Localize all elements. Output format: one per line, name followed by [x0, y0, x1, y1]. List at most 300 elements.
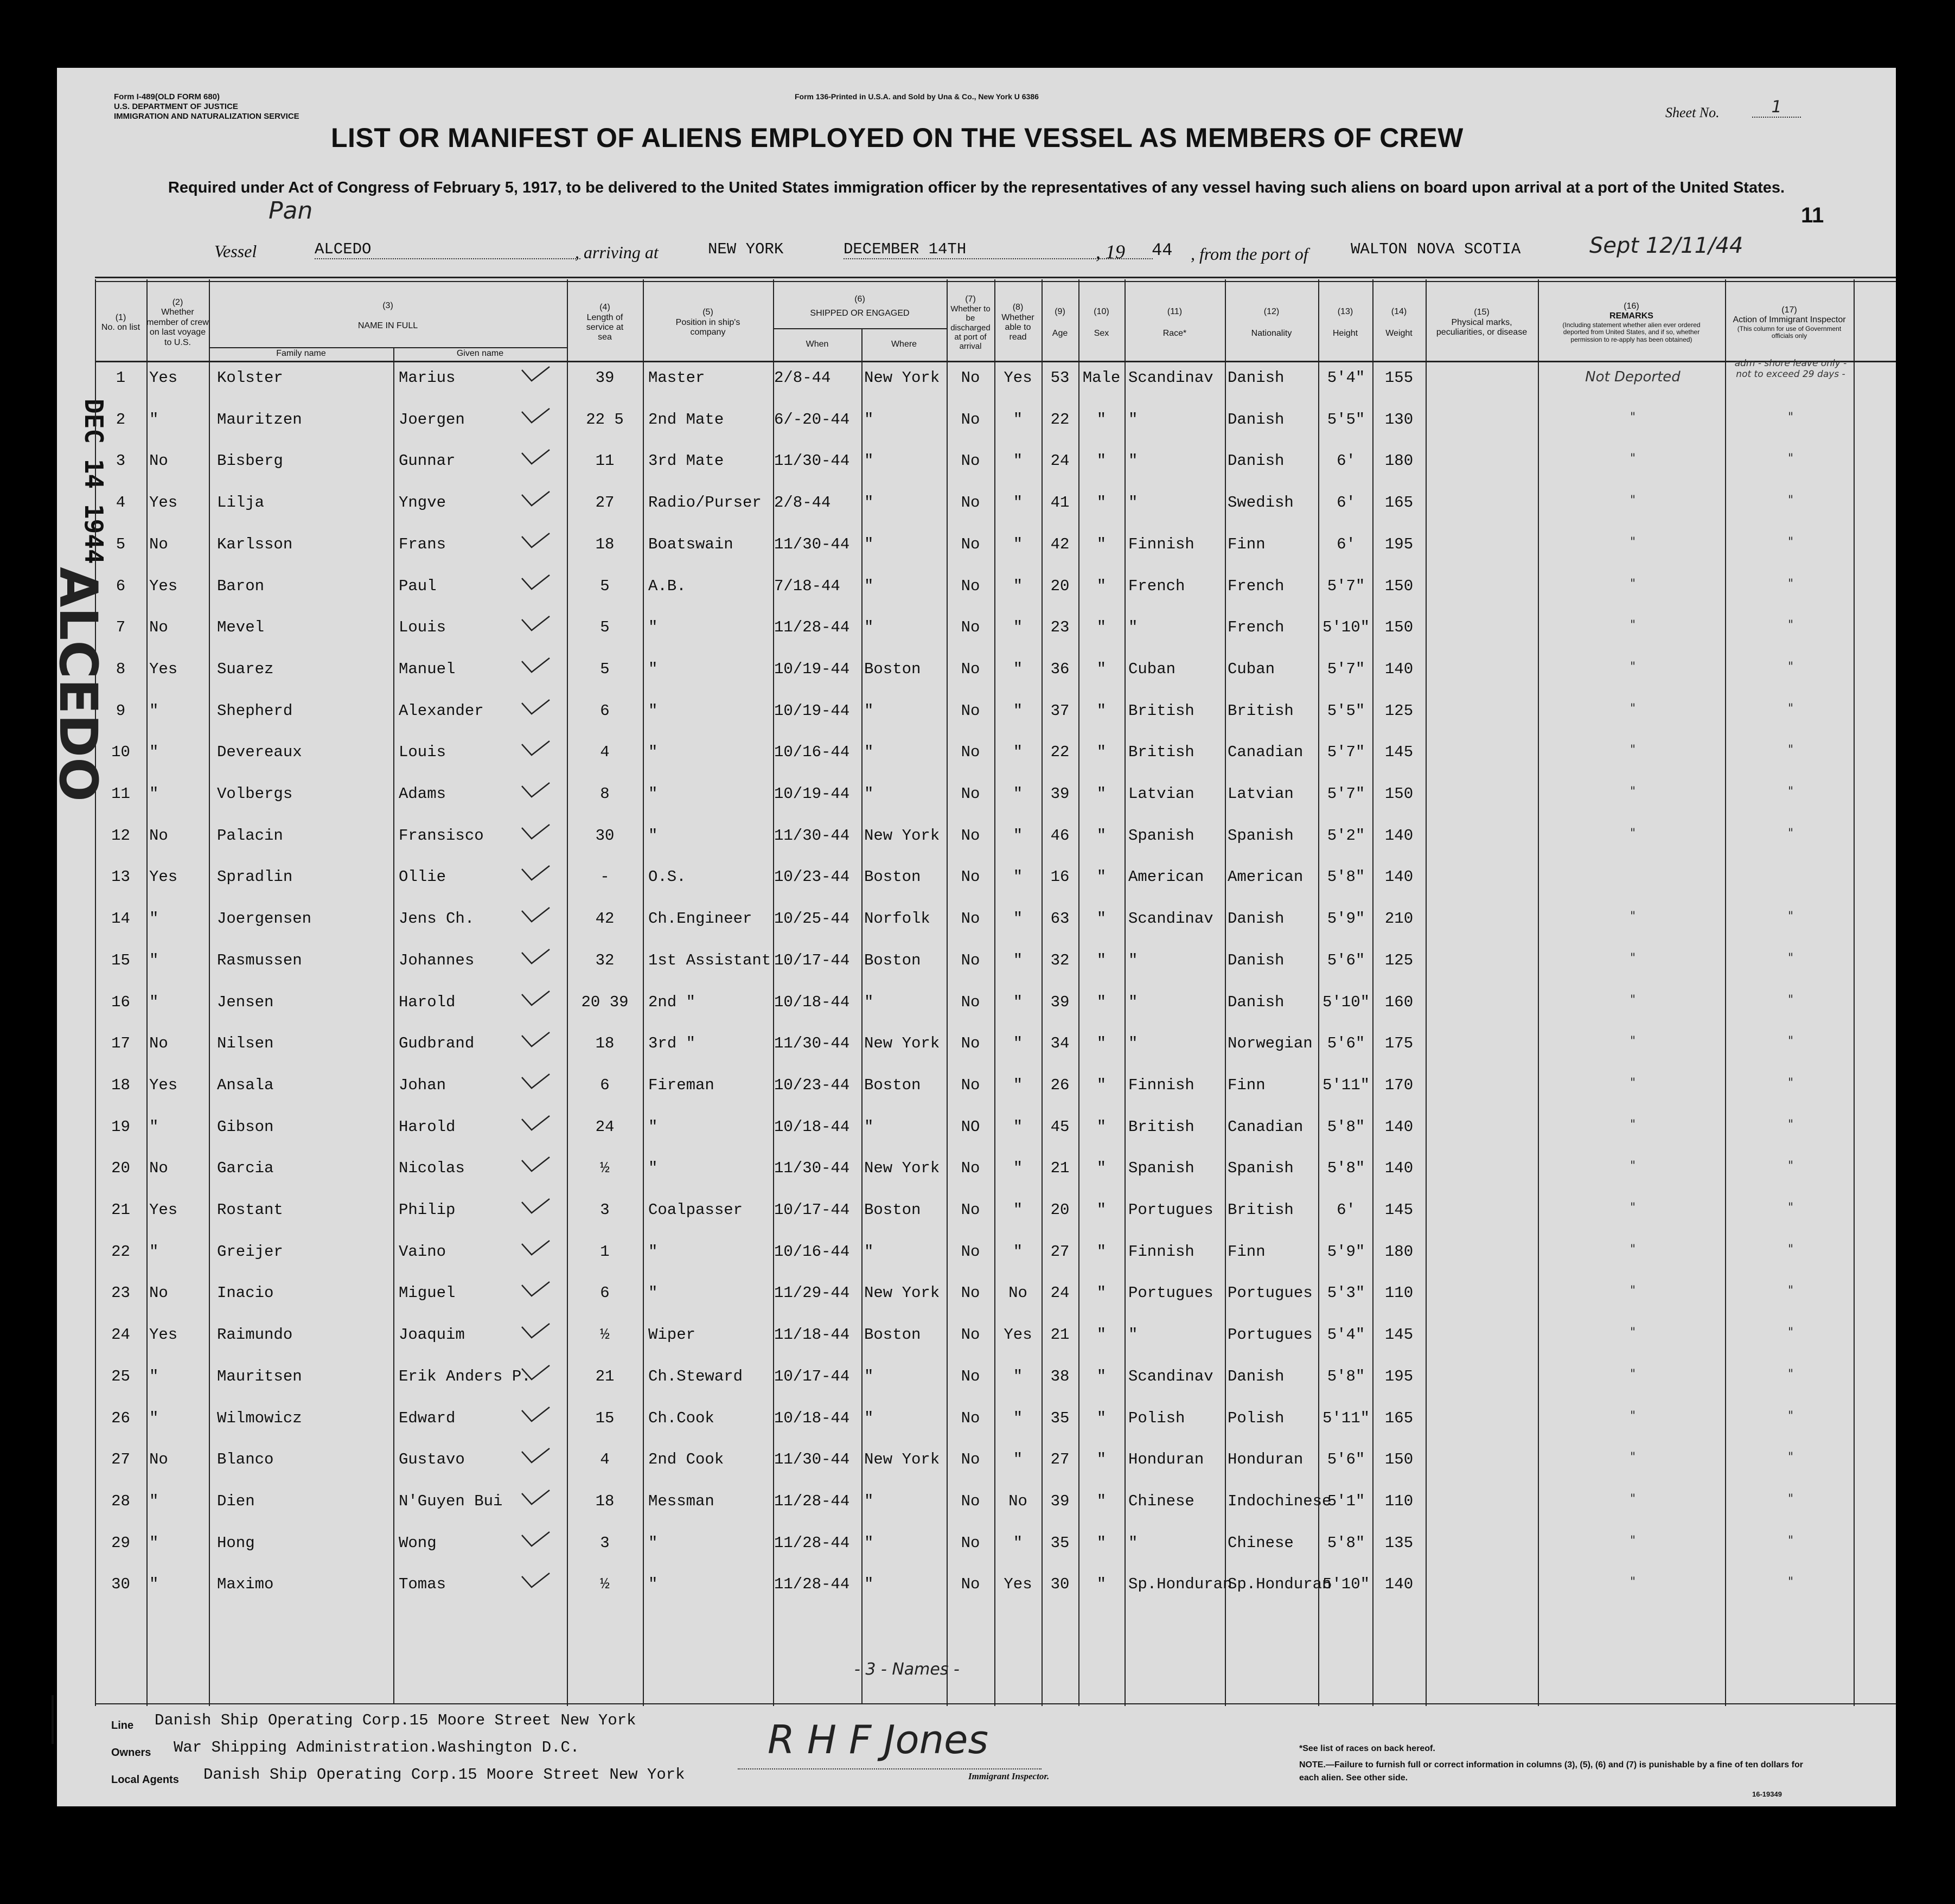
- nationality: Portugues: [1228, 1326, 1313, 1344]
- shipped-when: 11/28-44: [774, 1492, 850, 1510]
- sex: ": [1096, 1201, 1107, 1219]
- weight: 160: [1384, 993, 1414, 1011]
- row-number: 6: [116, 577, 126, 595]
- col2-num: (2): [172, 298, 183, 308]
- col15-header: [1426, 285, 1538, 361]
- height: 5'11": [1322, 1076, 1370, 1094]
- col8-label: Whether able to read: [1001, 312, 1034, 342]
- service-length: 6: [600, 1284, 610, 1302]
- service-length: 18: [595, 1034, 615, 1053]
- sex: ": [1096, 1492, 1107, 1510]
- printer-note: Form 136-Printed in U.S.A. and Sold by Una & Co., New York U 6386: [795, 92, 1039, 101]
- vessel-flag: Pan: [269, 197, 313, 225]
- nationality: Danish: [1228, 452, 1285, 470]
- header-bottom-border: [95, 361, 1896, 362]
- age: 26: [1050, 1076, 1070, 1094]
- shipped-when: 10/17-44: [774, 1367, 850, 1385]
- line-value: Danish Ship Operating Corp.15 Moore Street New York: [155, 1711, 636, 1729]
- age: 38: [1050, 1367, 1070, 1385]
- shipped-when: 10/23-44: [774, 1076, 850, 1094]
- col-rule: [146, 279, 148, 1706]
- check-mark-icon: [521, 1447, 551, 1465]
- discharged: No: [961, 868, 980, 886]
- race: Spanish: [1128, 1159, 1194, 1178]
- row-number: 25: [111, 1367, 130, 1385]
- shipped-where: New York: [864, 369, 940, 387]
- row-number: 14: [111, 910, 130, 928]
- nationality: French: [1228, 618, 1285, 637]
- check-mark-icon: [521, 449, 551, 466]
- age: 21: [1050, 1159, 1070, 1178]
- row-number: 2: [116, 410, 126, 429]
- row-number: 21: [111, 1201, 130, 1219]
- ship-position: Coalpasser: [648, 1201, 743, 1219]
- shipped-when: 10/19-44: [774, 785, 850, 803]
- check-mark-icon: [521, 657, 551, 674]
- sailing-date: Sept 12/11/44: [1589, 233, 1743, 258]
- shipped-when: 2/8-44: [774, 494, 831, 512]
- service-length: 24: [595, 1117, 615, 1136]
- remarks: ": [1630, 1242, 1636, 1256]
- col-rule: [1725, 279, 1726, 1706]
- discharged: No: [961, 1159, 980, 1178]
- col-rule: [861, 328, 863, 1703]
- nationality: American: [1228, 868, 1304, 886]
- when-header: When: [806, 339, 829, 349]
- weight: 140: [1384, 1575, 1414, 1594]
- discharged: No: [961, 785, 980, 803]
- prev-voyage: Yes: [149, 1076, 178, 1094]
- col-rule: [643, 279, 644, 1706]
- prev-voyage: ": [149, 1117, 159, 1136]
- family-name: Inacio: [217, 1284, 274, 1302]
- sex: ": [1096, 951, 1107, 969]
- weight: 140: [1384, 868, 1414, 886]
- table-bottom-border: [95, 1703, 1896, 1704]
- nationality: British: [1228, 701, 1294, 720]
- race: ": [1128, 951, 1138, 969]
- service-length: 18: [595, 1492, 615, 1510]
- able-to-read: ": [1013, 868, 1023, 886]
- prev-voyage: ": [149, 1367, 159, 1385]
- given-name: Vaino: [399, 1242, 446, 1261]
- height: 5'8": [1327, 1367, 1365, 1385]
- remarks: ": [1630, 1492, 1636, 1506]
- shipped-when: 10/19-44: [774, 701, 850, 720]
- weight: 210: [1384, 910, 1414, 928]
- col15-label: Physical marks, peculiarities, or disease: [1436, 317, 1528, 337]
- check-mark-icon: [521, 1198, 551, 1215]
- remarks: Not Deported: [1585, 369, 1681, 385]
- able-to-read: ": [1013, 1159, 1023, 1178]
- race: British: [1128, 1117, 1194, 1136]
- col16-num: (16): [1624, 301, 1639, 311]
- check-mark-icon: [521, 1156, 551, 1173]
- where-header: Where: [891, 339, 917, 349]
- ship-position: ": [648, 1575, 658, 1594]
- penalty-note: NOTE.—Failure to furnish full or correct information in columns (3), (5), (6) and (7) is punishable by a fine of ten dollars for each alien. See other side.: [1299, 1760, 1803, 1782]
- row-number: 18: [111, 1076, 130, 1094]
- year-prefix: , 19: [1096, 241, 1125, 263]
- family-name: Baron: [217, 577, 265, 595]
- row-number: 23: [111, 1284, 130, 1302]
- age: 24: [1050, 1284, 1070, 1302]
- check-mark-icon: [521, 865, 551, 882]
- manifest-sheet: [48, 68, 1896, 1806]
- service-length: 30: [595, 826, 615, 845]
- check-mark-icon: [521, 1322, 551, 1340]
- inspector-action: ": [1787, 785, 1794, 798]
- able-to-read: ": [1013, 1201, 1023, 1219]
- nationality: British: [1228, 1201, 1294, 1219]
- service-length: 39: [595, 369, 615, 387]
- ship-position: A.B.: [648, 577, 686, 595]
- family-name: Devereaux: [217, 743, 302, 762]
- sex: ": [1096, 1534, 1107, 1552]
- check-mark-icon: [521, 948, 551, 966]
- service-length: 4: [600, 1451, 610, 1469]
- able-to-read: ": [1013, 1076, 1023, 1094]
- family-name: Blanco: [217, 1451, 274, 1469]
- weight: 155: [1384, 369, 1414, 387]
- check-mark-icon: [521, 407, 551, 425]
- remarks: ": [1630, 785, 1636, 798]
- remarks: ": [1630, 993, 1636, 1007]
- remarks: ": [1630, 826, 1636, 840]
- given-name: Gudbrand: [399, 1034, 475, 1053]
- discharged: No: [961, 743, 980, 762]
- col4-label: Length of service at sea: [586, 312, 624, 342]
- sex: ": [1096, 618, 1107, 637]
- col14-label: Weight: [1385, 329, 1413, 338]
- weight: 195: [1384, 535, 1414, 553]
- service-length: 15: [595, 1409, 615, 1427]
- discharged: No: [961, 1326, 980, 1344]
- able-to-read: ": [1013, 910, 1023, 928]
- ship-position: 3rd ": [648, 1034, 696, 1053]
- family-name: Ansala: [217, 1076, 274, 1094]
- prev-voyage: No: [149, 535, 168, 553]
- sheet-label: Sheet No.: [1665, 105, 1720, 120]
- weight: 165: [1384, 1409, 1414, 1427]
- service-length: 5: [600, 618, 610, 637]
- col4-num: (4): [599, 303, 610, 312]
- discharged: No: [961, 1534, 980, 1552]
- age: 39: [1050, 1492, 1070, 1510]
- given-name: Harold: [399, 1117, 456, 1136]
- age: 37: [1050, 701, 1070, 720]
- col1-header: [95, 285, 146, 361]
- check-mark-icon: [521, 1489, 551, 1506]
- age: 23: [1050, 618, 1070, 637]
- nationality: Danish: [1228, 410, 1285, 429]
- given-name: Alexander: [399, 701, 484, 720]
- family-name: Rostant: [217, 1201, 283, 1219]
- nationality: Polish: [1228, 1409, 1285, 1427]
- age: 35: [1050, 1409, 1070, 1427]
- weight: 130: [1384, 410, 1414, 429]
- col-rule: [393, 347, 394, 1703]
- weight: 165: [1384, 494, 1414, 512]
- height: 5'9": [1327, 1242, 1365, 1261]
- ship-position: ": [648, 1534, 658, 1552]
- race: Finnish: [1128, 535, 1194, 553]
- ship-position: ": [648, 1159, 658, 1178]
- col6-label: SHIPPED OR ENGAGED: [810, 309, 910, 318]
- col5-label: Position in ship's company: [675, 317, 740, 337]
- check-mark-icon: [521, 782, 551, 799]
- service-length: 18: [595, 535, 615, 553]
- row-number: 15: [111, 951, 130, 969]
- able-to-read: ": [1013, 577, 1023, 595]
- col9-header: [1042, 285, 1078, 361]
- weight: 125: [1384, 701, 1414, 720]
- service-length: 3: [600, 1201, 610, 1219]
- row-number: 26: [111, 1409, 130, 1427]
- discharged: No: [961, 1492, 980, 1510]
- prev-voyage: Yes: [149, 494, 178, 512]
- sex: ": [1096, 1575, 1107, 1594]
- shipped-when: 11/29-44: [774, 1284, 850, 1302]
- age: 39: [1050, 785, 1070, 803]
- row-number: 24: [111, 1326, 130, 1344]
- given-name: Louis: [399, 618, 446, 637]
- check-mark-icon: [521, 490, 551, 508]
- remarks: ": [1630, 1117, 1636, 1132]
- check-mark-icon: [521, 1281, 551, 1298]
- weight: 140: [1384, 1159, 1414, 1178]
- race: ": [1128, 993, 1138, 1011]
- shipped-when: 11/28-44: [774, 618, 850, 637]
- shipped-where: ": [864, 785, 874, 803]
- age: 16: [1050, 868, 1070, 886]
- shipped-where: ": [864, 452, 874, 470]
- col8-header: [994, 285, 1042, 361]
- sex: ": [1096, 1409, 1107, 1427]
- height: 5'7": [1327, 743, 1365, 762]
- race: Polish: [1128, 1409, 1185, 1427]
- weight: 135: [1384, 1534, 1414, 1552]
- discharged: No: [961, 1575, 980, 1594]
- col11-header: [1125, 285, 1225, 361]
- discharged: No: [961, 577, 980, 595]
- nationality: Canadian: [1228, 743, 1304, 762]
- shipped-when: 10/19-44: [774, 660, 850, 678]
- weight: 180: [1384, 452, 1414, 470]
- family-name: Mauritsen: [217, 1367, 302, 1385]
- page-subtitle: Required under Act of Congress of February 5, 1917, to be delivered to the United States immigration officer by the representatives of any vessel having such aliens on board upon arrival at a port of the United States.: [168, 179, 1785, 196]
- race: British: [1128, 743, 1194, 762]
- height: 5'8": [1327, 868, 1365, 886]
- discharged: No: [961, 1201, 980, 1219]
- able-to-read: ": [1013, 1367, 1023, 1385]
- col5-header: [643, 285, 773, 361]
- given-name: N'Guyen Bui: [399, 1492, 503, 1510]
- shipped-when: 11/30-44: [774, 452, 850, 470]
- remarks: ": [1630, 1284, 1636, 1298]
- inspector-action: ": [1787, 1284, 1794, 1298]
- able-to-read: Yes: [1004, 1575, 1032, 1594]
- given-name: Marius: [399, 369, 456, 387]
- given-name: Yngve: [399, 494, 446, 512]
- row-number: 1: [116, 369, 126, 387]
- nationality: French: [1228, 577, 1285, 595]
- discharged: No: [961, 410, 980, 429]
- height: 6': [1337, 1201, 1356, 1219]
- row-number: 29: [111, 1534, 130, 1552]
- prev-voyage: Yes: [149, 660, 178, 678]
- sex: ": [1096, 1284, 1107, 1302]
- col17-note: (This column for use of Government officials only: [1737, 324, 1842, 340]
- check-mark-icon: [521, 1073, 551, 1090]
- col-rule: [1225, 279, 1226, 1706]
- service-length: 3: [600, 1534, 610, 1552]
- age: 27: [1050, 1242, 1070, 1261]
- family-name: Nilsen: [217, 1034, 274, 1053]
- discharged: No: [961, 369, 980, 387]
- service-length: 5: [600, 660, 610, 678]
- col9-label: Age: [1052, 329, 1068, 338]
- height: 5'7": [1327, 660, 1365, 678]
- table-top-border-inner: [95, 281, 1896, 282]
- inspector-action: ": [1787, 618, 1794, 632]
- able-to-read: ": [1013, 1534, 1023, 1552]
- remarks: ": [1630, 452, 1636, 466]
- check-mark-icon: [521, 366, 551, 383]
- shipped-where: ": [864, 1117, 874, 1136]
- row-number: 22: [111, 1242, 130, 1261]
- col3-label: NAME IN FULL: [357, 321, 418, 330]
- inspector-action: ": [1787, 1451, 1794, 1465]
- check-mark-icon: [521, 740, 551, 757]
- weight: 175: [1384, 1034, 1414, 1053]
- nationality: Honduran: [1228, 1451, 1304, 1469]
- remarks: ": [1630, 701, 1636, 715]
- prev-voyage: ": [149, 910, 159, 928]
- prev-voyage: No: [149, 1034, 168, 1053]
- sex: ": [1096, 660, 1107, 678]
- row-number: 28: [111, 1492, 130, 1510]
- shipped-where: Norfolk: [864, 910, 930, 928]
- col12-header: [1225, 285, 1318, 361]
- row-number: 27: [111, 1451, 130, 1469]
- remarks: ": [1630, 1451, 1636, 1465]
- inspector-signature: R H F Jones: [768, 1717, 988, 1762]
- race: ": [1128, 1326, 1138, 1344]
- shipped-when: 10/16-44: [774, 743, 850, 762]
- inspector-action: adm - shore leave only - not to exceed 29 days -: [1734, 358, 1847, 380]
- inspector-action: ": [1787, 452, 1794, 466]
- weight: 150: [1384, 577, 1414, 595]
- col-rule: [95, 279, 96, 1706]
- prev-voyage: ": [149, 410, 159, 429]
- able-to-read: ": [1013, 1117, 1023, 1136]
- shipped-where: Boston: [864, 868, 921, 886]
- col12-label: Nationality: [1251, 329, 1292, 338]
- check-mark-icon: [521, 615, 551, 632]
- prev-voyage: ": [149, 743, 159, 762]
- inspector-label: Immigrant Inspector.: [968, 1771, 1050, 1781]
- shipped-where: New York: [864, 1284, 940, 1302]
- remarks: ": [1630, 1159, 1636, 1173]
- col1-num: (1): [115, 312, 126, 322]
- shipped-where: ": [864, 1492, 874, 1510]
- col11-label: Race*: [1162, 329, 1187, 338]
- shipped-when: 11/18-44: [774, 1326, 850, 1344]
- remarks: ": [1630, 535, 1636, 549]
- race: ": [1128, 452, 1138, 470]
- discharged: No: [961, 1034, 980, 1053]
- race: American: [1128, 868, 1204, 886]
- nationality: Cuban: [1228, 660, 1275, 678]
- inspector-action: ": [1787, 660, 1794, 674]
- margin-bracket: [52, 1695, 54, 1744]
- sex: ": [1096, 494, 1107, 512]
- family-name: Bisberg: [217, 452, 283, 470]
- ship-position: ": [648, 785, 658, 803]
- discharged: No: [961, 1409, 980, 1427]
- family-name-header: Family name: [276, 349, 326, 359]
- age: 20: [1050, 1201, 1070, 1219]
- check-mark-icon: [521, 823, 551, 841]
- height: 5'10": [1322, 1575, 1370, 1594]
- weight: 110: [1384, 1492, 1414, 1510]
- able-to-read: No: [1008, 1284, 1027, 1302]
- sex: ": [1096, 452, 1107, 470]
- given-name: Harold: [399, 993, 456, 1011]
- vessel-label: Vessel: [214, 241, 257, 261]
- height: 5'4": [1327, 369, 1365, 387]
- discharged: No: [961, 535, 980, 553]
- remarks: ": [1630, 410, 1636, 424]
- race: Portugues: [1128, 1201, 1213, 1219]
- shipped-where: Boston: [864, 1076, 921, 1094]
- family-name: Hong: [217, 1534, 255, 1552]
- ship-position: Ch.Cook: [648, 1409, 714, 1427]
- prev-voyage: No: [149, 1284, 168, 1302]
- page-number: 11: [1801, 203, 1824, 227]
- check-mark-icon: [521, 1406, 551, 1423]
- remarks: ": [1630, 1575, 1636, 1589]
- family-name: Mauritzen: [217, 410, 302, 429]
- col4-header: [567, 285, 643, 361]
- discharged: No: [961, 618, 980, 637]
- height: 5'10": [1322, 618, 1370, 637]
- shipped-where: ": [864, 535, 874, 553]
- discharged: No: [961, 494, 980, 512]
- row-number: 30: [111, 1575, 130, 1594]
- weight: 150: [1384, 1451, 1414, 1469]
- family-name: Greijer: [217, 1242, 283, 1261]
- shipped-where: ": [864, 494, 874, 512]
- sex: ": [1096, 743, 1107, 762]
- table-top-border: [95, 277, 1896, 278]
- ship-position: Ch.Steward: [648, 1367, 743, 1385]
- inspector-action: ": [1787, 1326, 1794, 1340]
- shipped-where: ": [864, 1367, 874, 1385]
- col8-num: (8): [1012, 303, 1024, 312]
- age: 27: [1050, 1451, 1070, 1469]
- able-to-read: ": [1013, 452, 1023, 470]
- service-length: 8: [600, 785, 610, 803]
- age: 53: [1050, 369, 1070, 387]
- able-to-read: ": [1013, 535, 1023, 553]
- col7-label: Whether to be discharged at port of arrival: [950, 304, 991, 352]
- col-rule: [209, 279, 210, 1706]
- family-name: Dien: [217, 1492, 255, 1510]
- nationality: Sp.Honduran: [1228, 1575, 1332, 1594]
- family-name: Karlsson: [217, 535, 293, 553]
